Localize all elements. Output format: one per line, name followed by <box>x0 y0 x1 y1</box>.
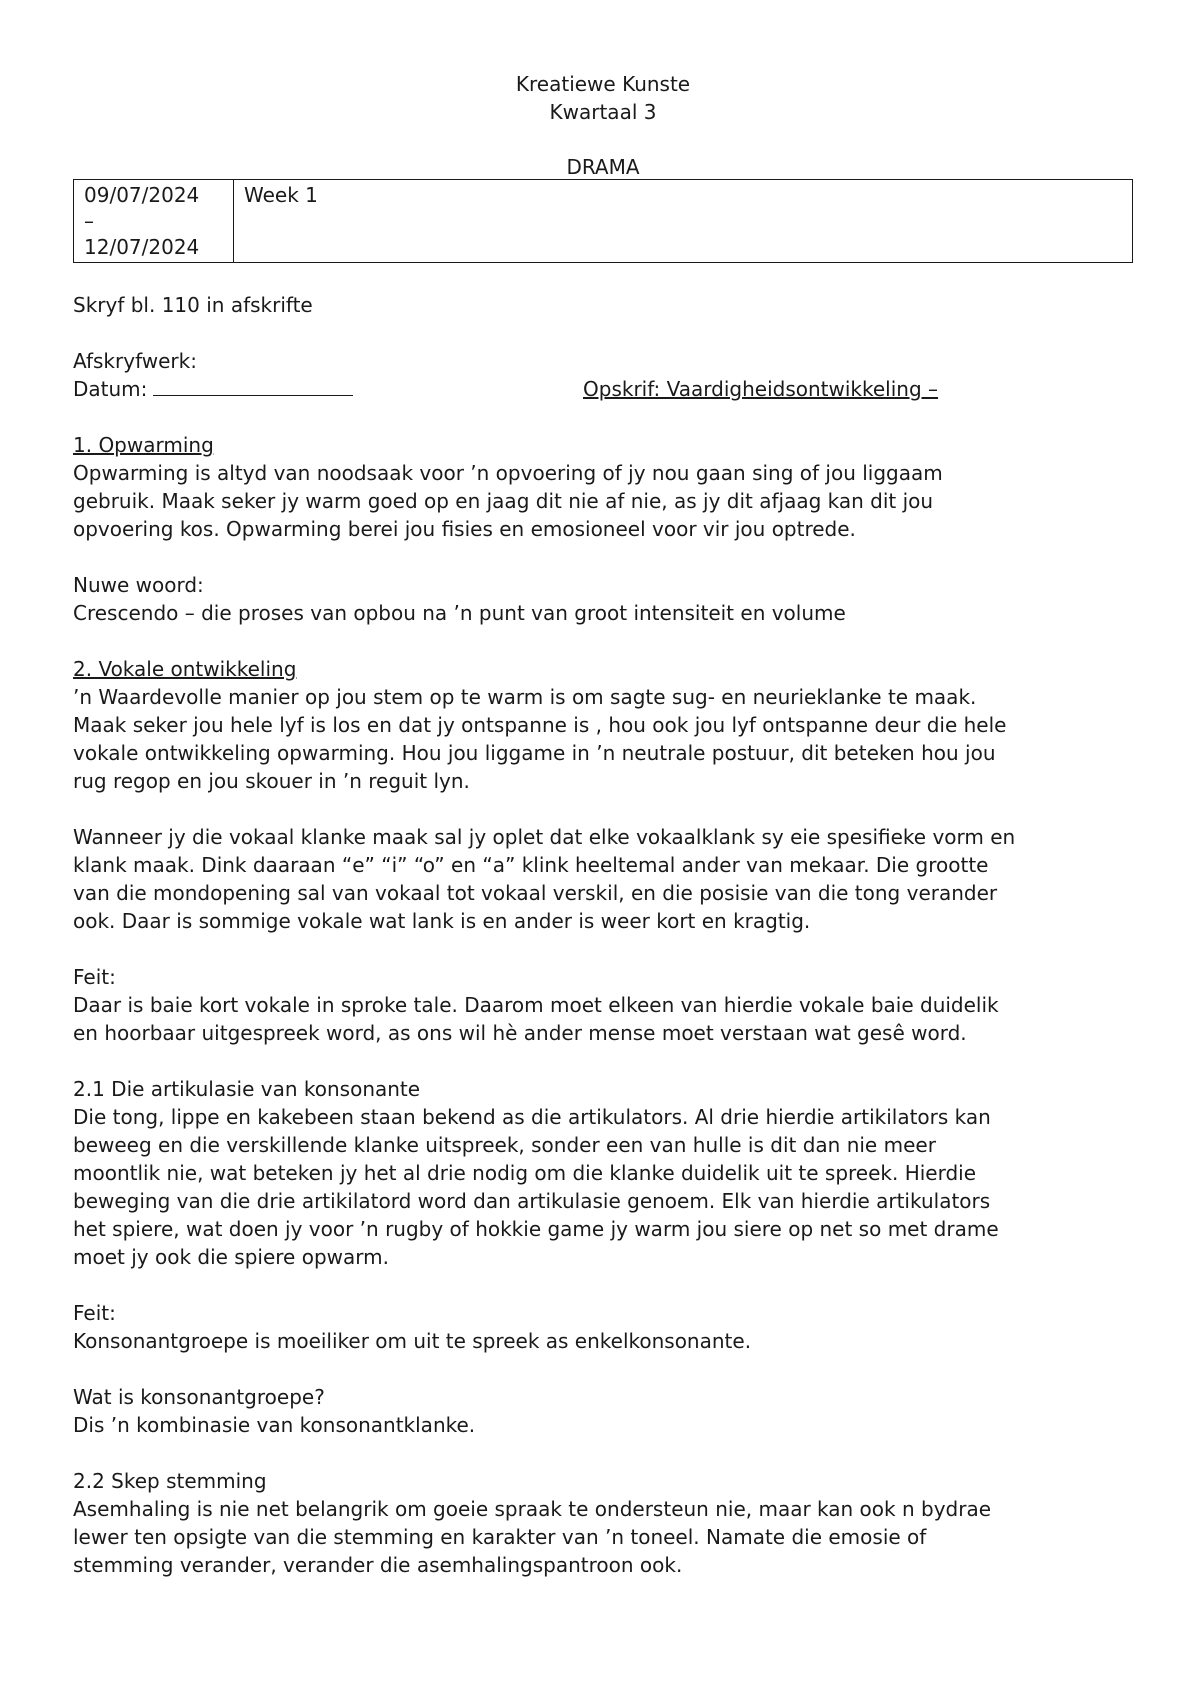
section-2-heading: 2. Vokale ontwikkeling <box>73 657 297 681</box>
subject-title: Kreatiewe Kunste <box>515 72 691 96</box>
section-2-2-line: lewer ten opsigte van die stemming en karakter van ’n toneel. Namate die emosie of <box>73 1525 927 1549</box>
week-label: Week 1 <box>244 183 318 207</box>
section-2-2-line: Asemhaling is nie net belangrik om goeie spraak te ondersteun nie, maar kan ook n bydrae <box>73 1497 992 1521</box>
question-answer: Dis ’n kombinasie van konsonantklanke. <box>73 1413 476 1437</box>
section-2-1-line: moontlik nie, wat beteken jy het al drie nodig om die klanke duidelik uit te spreek. Hierdie <box>73 1161 977 1185</box>
section-2-1-line: beweging van die drie artikilatord word dan artikulasie genoem. Elk van hierdie artikulators <box>73 1189 991 1213</box>
section-1-line: gebruik. Maak seker jy warm goed op en jaag dit nie af nie, as jy dit afjaag kan dit jou <box>73 489 934 513</box>
section-1-line: Opwarming is altyd van noodsaak voor ’n opvoering of jy nou gaan sing of jou liggaam <box>73 461 943 485</box>
section-1-heading: 1. Opwarming <box>73 433 214 457</box>
date-end: 12/07/2024 <box>84 235 200 259</box>
section-2-line: van die mondopening sal van vokaal tot vokaal verskil, en die posisie van die tong verander <box>73 881 998 905</box>
section-2-line: Maak seker jou hele lyf is los en dat jy ontspanne is , hou ook jou lyf ontspanne deur die hele <box>73 713 1007 737</box>
fact-1-line: Daar is baie kort vokale in sproke tale. Daarom moet elkeen van hierdie vokale baie duidelik <box>73 993 999 1017</box>
question-label: Wat is konsonantgroepe? <box>73 1385 325 1409</box>
new-word-label: Nuwe woord: <box>73 573 204 597</box>
section-2-line: Wanneer jy die vokaal klanke maak sal jy oplet dat elke vokaalklank sy eie spesifieke vorm en <box>73 825 1016 849</box>
section-2-line: ’n Waardevolle manier op jou stem op te warm is om sagte sug- en neurieklanke te maak. <box>73 685 977 709</box>
fact-2-line: Konsonantgroepe is moeiliker om uit te spreek as enkelkonsonante. <box>73 1329 752 1353</box>
datum-row <box>73 375 1133 403</box>
section-2-line: vokale ontwikkeling opwarming. Hou jou liggame in ’n neutrale postuur, dit beteken hou jou <box>73 741 996 765</box>
new-word-definition: Crescendo – die proses van opbou na ’n punt van groot intensiteit en volume <box>73 601 846 625</box>
section-1-line: opvoering kos. Opwarming berei jou fisies en emosioneel voor vir jou optrede. <box>73 517 856 541</box>
document-header <box>73 70 1133 181</box>
section-2-2-heading: 2.2 Skep stemming <box>73 1469 267 1493</box>
instruction-text: Skryf bl. 110 in afskrifte <box>73 293 313 317</box>
fact-1-label: Feit: <box>73 965 116 989</box>
document-page <box>73 70 1133 1579</box>
afskryfwerk-label: Afskryfwerk: <box>73 349 197 373</box>
date-range-cell <box>74 180 234 263</box>
section-2-1-line: beweeg en die verskillende klanke uitspreek, sonder een van hulle is dit dan nie meer <box>73 1133 936 1157</box>
section-2-1-line: het spiere, wat doen jy voor ’n rugby of hokkie game jy warm jou siere op net so met drame <box>73 1217 999 1241</box>
section-2-line: rug regop en jou skouer in ’n reguit lyn. <box>73 769 470 793</box>
term-title: Kwartaal 3 <box>549 100 657 124</box>
section-2-1-heading: 2.1 Die artikulasie van konsonante <box>73 1077 421 1101</box>
datum-blank-line <box>153 375 353 396</box>
opskrif-heading: Opskrif: Vaardigheidsontwikkeling – <box>583 377 939 401</box>
section-2-1-line: moet jy ook die spiere opwarm. <box>73 1245 389 1269</box>
date-start: 09/07/2024 <box>84 183 200 207</box>
date-week-table <box>73 179 1133 263</box>
datum-label: Datum: <box>73 377 148 401</box>
section-2-line: ook. Daar is sommige vokale wat lank is en ander is weer kort en kragtig. <box>73 909 811 933</box>
section-2-2-line: stemming verander, verander die asemhalingspantroon ook. <box>73 1553 683 1577</box>
date-dash: – <box>84 209 94 233</box>
section-title: DRAMA <box>566 155 640 179</box>
section-2-line: klank maak. Dink daaraan “e” “i” “o” en “a” klink heeltemal ander van mekaar. Die grootte <box>73 853 989 877</box>
fact-1-line: en hoorbaar uitgespreek word, as ons wil hè ander mense moet verstaan wat gesê word. <box>73 1021 967 1045</box>
week-cell <box>234 180 1133 263</box>
section-2-1-line: Die tong, lippe en kakebeen staan bekend as die artikulators. Al drie hierdie artikilators kan <box>73 1105 991 1129</box>
fact-2-label: Feit: <box>73 1301 116 1325</box>
